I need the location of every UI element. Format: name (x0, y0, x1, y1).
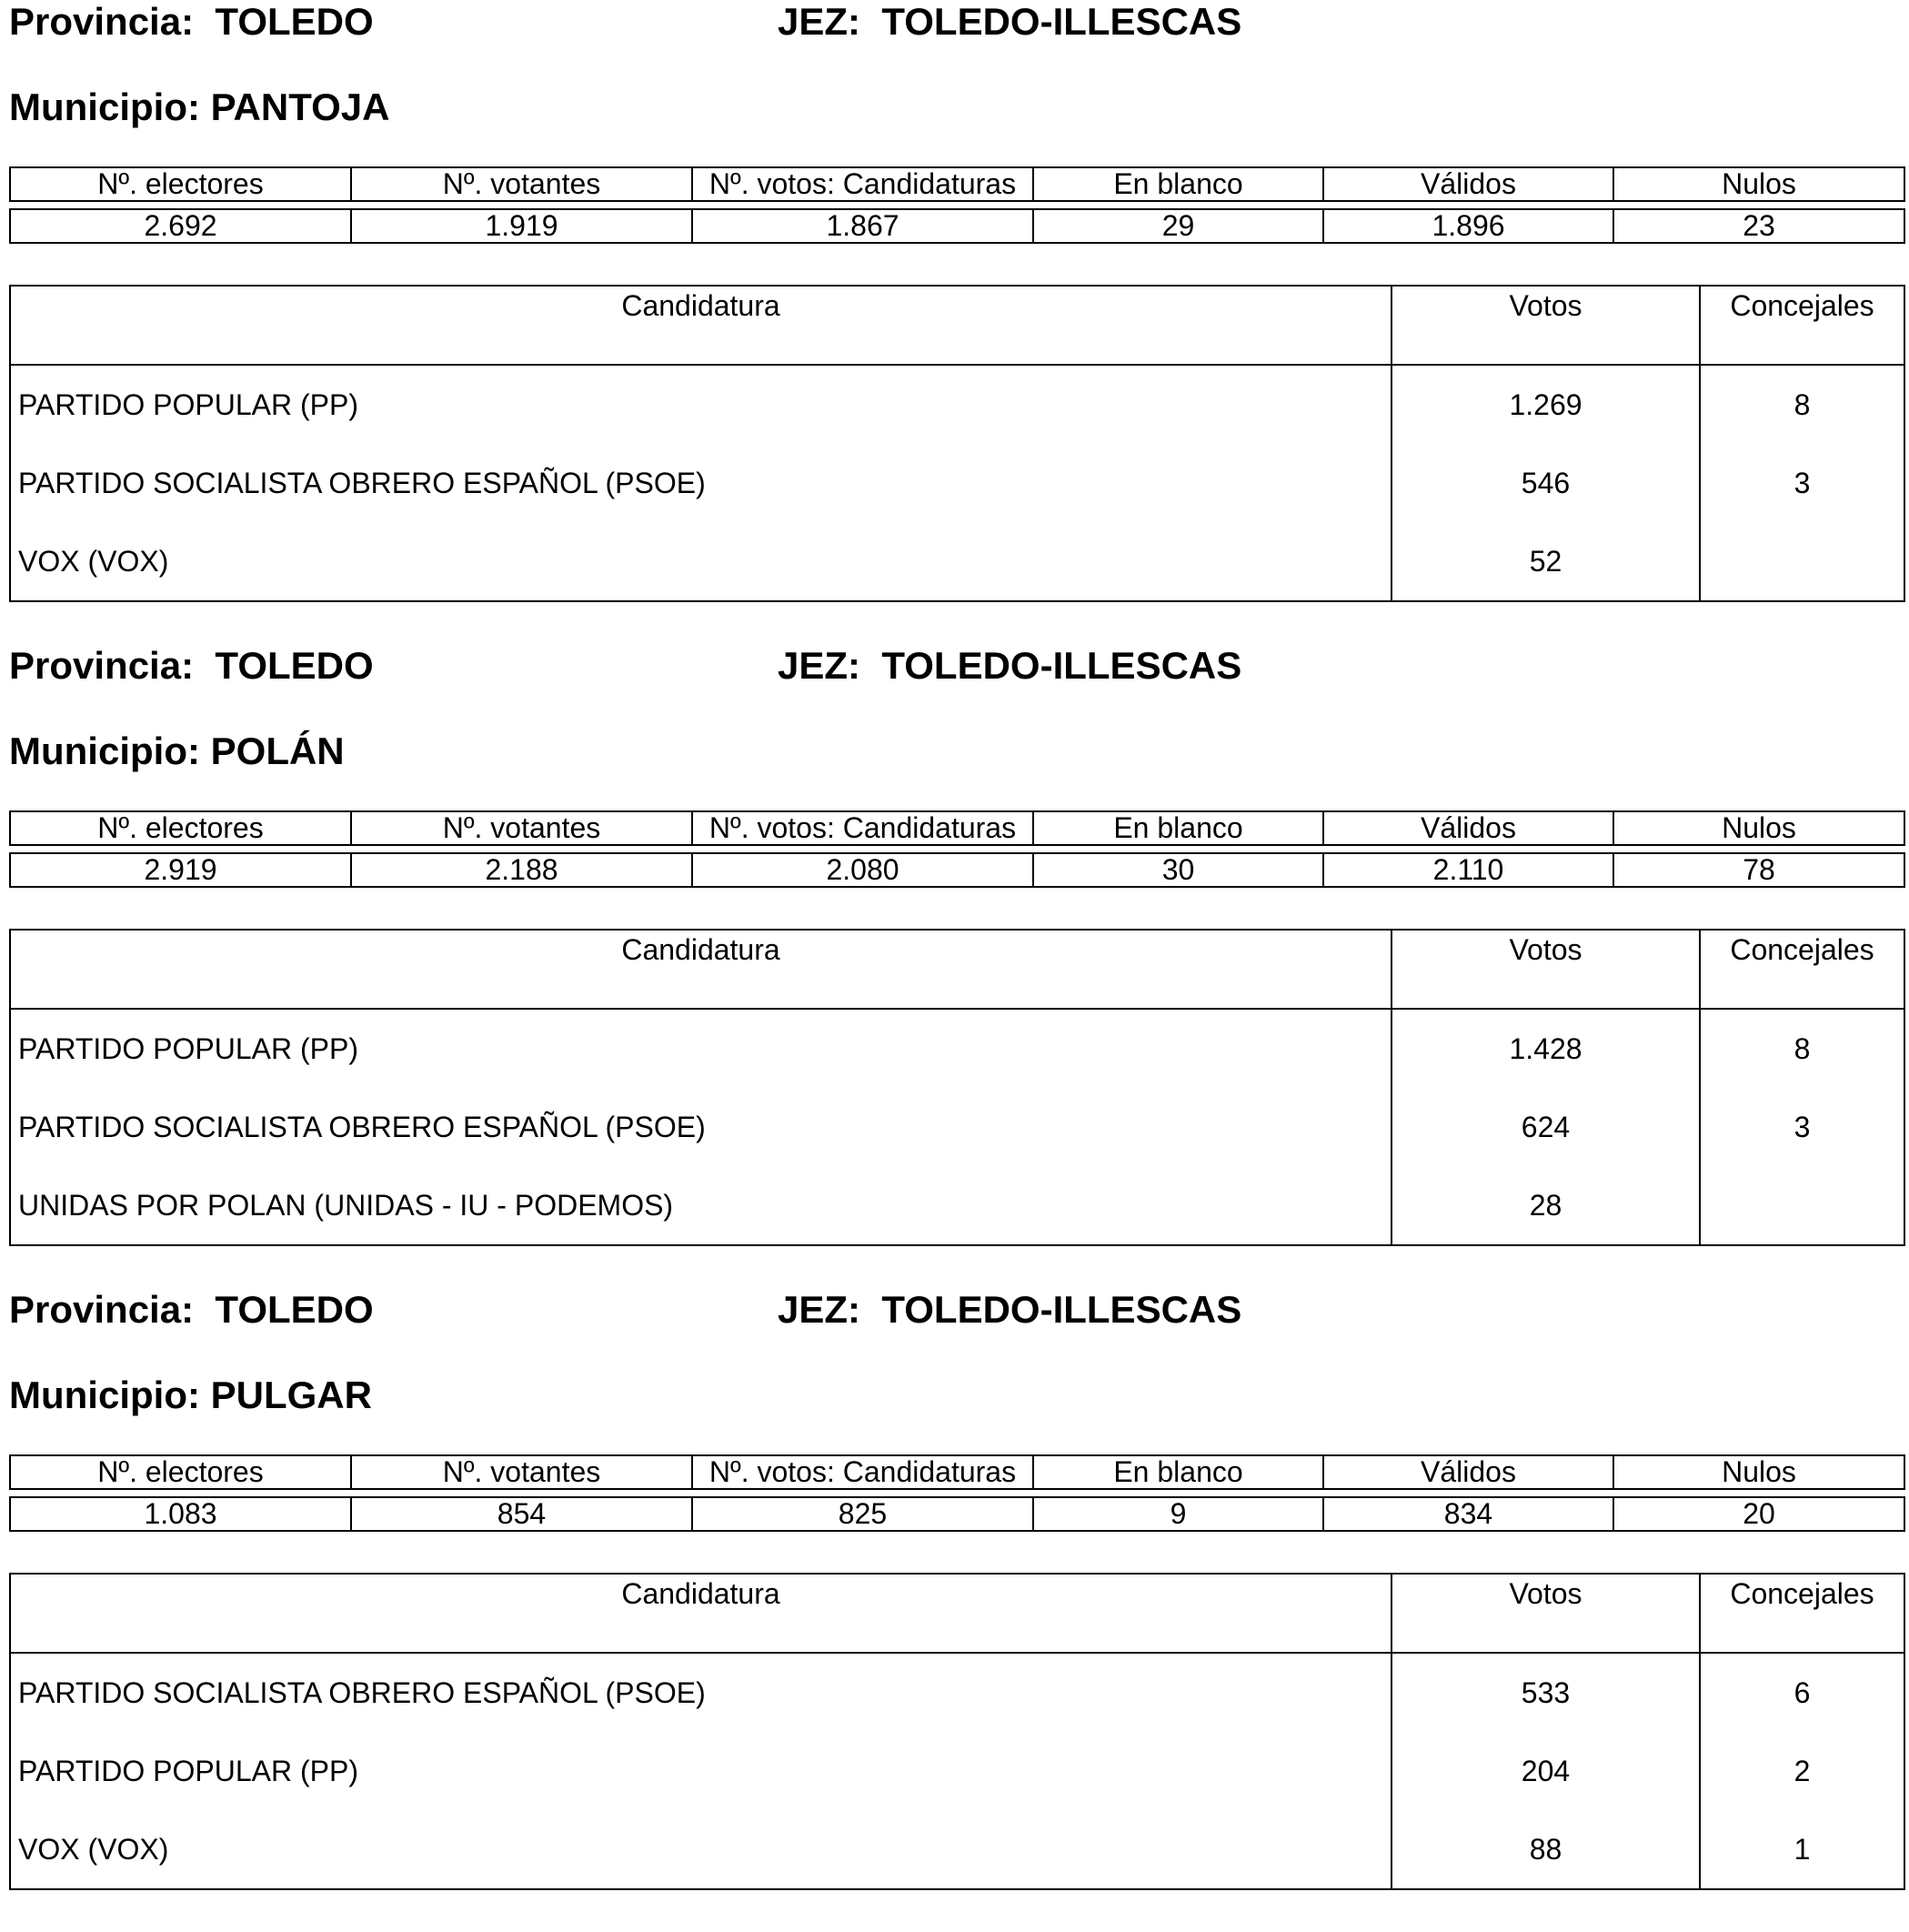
stats-value-cell: 2.919 (10, 853, 351, 887)
votos-header: Votos (1392, 286, 1700, 365)
candidatura-name: PARTIDO SOCIALISTA OBRERO ESPAÑOL (PSOE) (18, 466, 706, 499)
stats-value-cell: 78 (1613, 853, 1904, 887)
concejales-header: Concejales (1700, 286, 1904, 365)
stats-header-cell: Nulos (1613, 167, 1904, 201)
candidaturas-table (9, 929, 1905, 1246)
municipio-heading (9, 732, 345, 770)
stats-value-row (10, 853, 1904, 887)
stats-header-cell: Válidos (1323, 167, 1613, 201)
jez-heading (778, 1288, 1242, 1331)
stats-value-cell: 2.110 (1323, 853, 1613, 887)
stats-header-cell: Nº. electores (10, 167, 351, 201)
stats-header-cell: Nulos (1613, 811, 1904, 845)
stats-header-cell: Nº. electores (10, 1455, 351, 1489)
candidatura-votos: 1.269 (1392, 365, 1700, 444)
jez-value: TOLEDO-ILLESCAS (881, 1288, 1242, 1331)
votos-header: Votos (1392, 930, 1700, 1009)
municipio-value: POLÁN (210, 730, 345, 772)
candidatura-concejales: 3 (1700, 444, 1904, 522)
stats-value-cell: 1.896 (1323, 209, 1613, 243)
municipio-block-polan (0, 644, 1909, 1288)
municipio-label: Municipio: (9, 730, 200, 772)
stats-header-cell: Nulos (1613, 1455, 1904, 1489)
candidaturas-table (9, 285, 1905, 602)
stats-value-cell: 1.867 (692, 209, 1033, 243)
stats-header-row (10, 811, 1904, 845)
candidatura-concejales: 3 (1700, 1088, 1904, 1166)
municipio-value: PULGAR (210, 1374, 372, 1416)
candidatura-row (10, 522, 1904, 601)
candidaturas-header-row (10, 1574, 1904, 1653)
municipio-block-pantoja (0, 0, 1909, 644)
stats-header-cell: Nº. votantes (351, 1455, 692, 1489)
candidatura-votos: 624 (1392, 1088, 1700, 1166)
candidatura-name: UNIDAS POR POLAN (UNIDAS - IU - PODEMOS) (18, 1188, 674, 1222)
candidatura-row (10, 1732, 1904, 1810)
candidaturas-header-row (10, 286, 1904, 365)
stats-header-cell: En blanco (1033, 811, 1323, 845)
candidatura-concejales: 2 (1700, 1732, 1904, 1810)
stats-value-cell: 2.188 (351, 853, 692, 887)
candidatura-concejales (1700, 522, 1904, 601)
stats-header-cell: Nº. votos: Candidaturas (692, 1455, 1033, 1489)
municipio-heading (9, 88, 389, 126)
stats-header-cell: Nº. electores (10, 811, 351, 845)
stats-value-cell: 29 (1033, 209, 1323, 243)
candidatura-votos: 204 (1392, 1732, 1700, 1810)
stats-value-cell: 23 (1613, 209, 1904, 243)
stats-header-row (10, 1455, 1904, 1489)
candidatura-row (10, 444, 1904, 522)
candidaturas-table (9, 1573, 1905, 1890)
candidatura-name: VOX (VOX) (18, 1832, 169, 1866)
municipio-heading (9, 1376, 372, 1414)
candidatura-votos: 546 (1392, 444, 1700, 522)
stats-value-cell: 20 (1613, 1497, 1904, 1531)
stats-value-row (10, 1497, 1904, 1531)
candidatura-concejales: 1 (1700, 1810, 1904, 1889)
candidatura-name: PARTIDO POPULAR (PP) (18, 387, 358, 421)
stats-table (9, 166, 1905, 244)
stats-table (9, 1454, 1905, 1532)
provincia-heading (9, 644, 374, 687)
stats-value-row (10, 209, 1904, 243)
candidatura-name: PARTIDO SOCIALISTA OBRERO ESPAÑOL (PSOE) (18, 1675, 706, 1709)
jez-heading (778, 644, 1242, 687)
candidatura-name: PARTIDO SOCIALISTA OBRERO ESPAÑOL (PSOE) (18, 1110, 706, 1143)
stats-value-cell: 834 (1323, 1497, 1613, 1531)
stats-header-cell: Nº. votos: Candidaturas (692, 167, 1033, 201)
stats-value-cell: 9 (1033, 1497, 1323, 1531)
provincia-value: TOLEDO (215, 644, 374, 687)
stats-value-cell: 2.692 (10, 209, 351, 243)
stats-value-cell: 825 (692, 1497, 1033, 1531)
candidatura-header: Candidatura (10, 1574, 1392, 1653)
stats-table (9, 810, 1905, 888)
provincia-value: TOLEDO (215, 0, 374, 43)
candidatura-votos: 28 (1392, 1166, 1700, 1245)
candidatura-row (10, 1088, 1904, 1166)
candidatura-row (10, 365, 1904, 444)
candidatura-row (10, 1810, 1904, 1889)
provincia-heading (9, 0, 374, 43)
municipio-value: PANTOJA (210, 86, 390, 128)
jez-value: TOLEDO-ILLESCAS (881, 0, 1242, 43)
stats-header-cell: En blanco (1033, 1455, 1323, 1489)
concejales-header: Concejales (1700, 930, 1904, 1009)
concejales-header: Concejales (1700, 1574, 1904, 1653)
jez-label: JEZ: (778, 0, 861, 43)
stats-header-cell: Nº. votantes (351, 811, 692, 845)
stats-header-cell: En blanco (1033, 167, 1323, 201)
votos-header: Votos (1392, 1574, 1700, 1653)
stats-value-cell: 2.080 (692, 853, 1033, 887)
stats-header-row (10, 167, 1904, 201)
candidatura-row (10, 1653, 1904, 1732)
candidatura-header: Candidatura (10, 930, 1392, 1009)
stats-header-cell: Nº. votos: Candidaturas (692, 811, 1033, 845)
stats-header-cell: Válidos (1323, 811, 1613, 845)
provincia-heading (9, 1288, 374, 1331)
candidatura-votos: 88 (1392, 1810, 1700, 1889)
candidatura-name: PARTIDO POPULAR (PP) (18, 1031, 358, 1065)
candidatura-votos: 52 (1392, 522, 1700, 601)
stats-value-cell: 1.919 (351, 209, 692, 243)
jez-label: JEZ: (778, 1288, 861, 1331)
jez-heading (778, 0, 1242, 43)
candidatura-header: Candidatura (10, 286, 1392, 365)
candidatura-concejales: 8 (1700, 365, 1904, 444)
candidatura-votos: 533 (1392, 1653, 1700, 1732)
jez-value: TOLEDO-ILLESCAS (881, 644, 1242, 687)
candidatura-row (10, 1166, 1904, 1245)
stats-header-cell: Válidos (1323, 1455, 1613, 1489)
municipio-label: Municipio: (9, 1374, 200, 1416)
candidaturas-header-row (10, 930, 1904, 1009)
candidatura-name: VOX (VOX) (18, 544, 169, 578)
stats-header-cell: Nº. votantes (351, 167, 692, 201)
provincia-label: Provincia: (9, 0, 195, 43)
stats-value-cell: 30 (1033, 853, 1323, 887)
candidatura-name: PARTIDO POPULAR (PP) (18, 1754, 358, 1787)
stats-value-cell: 854 (351, 1497, 692, 1531)
candidatura-concejales (1700, 1166, 1904, 1245)
candidatura-concejales: 6 (1700, 1653, 1904, 1732)
provincia-label: Provincia: (9, 1288, 195, 1331)
jez-label: JEZ: (778, 644, 861, 687)
provincia-value: TOLEDO (215, 1288, 374, 1331)
candidatura-row (10, 1009, 1904, 1088)
stats-value-cell: 1.083 (10, 1497, 351, 1531)
provincia-label: Provincia: (9, 644, 195, 687)
municipio-label: Municipio: (9, 86, 200, 128)
candidatura-votos: 1.428 (1392, 1009, 1700, 1088)
candidatura-concejales: 8 (1700, 1009, 1904, 1088)
municipio-block-pulgar (0, 1288, 1909, 1932)
